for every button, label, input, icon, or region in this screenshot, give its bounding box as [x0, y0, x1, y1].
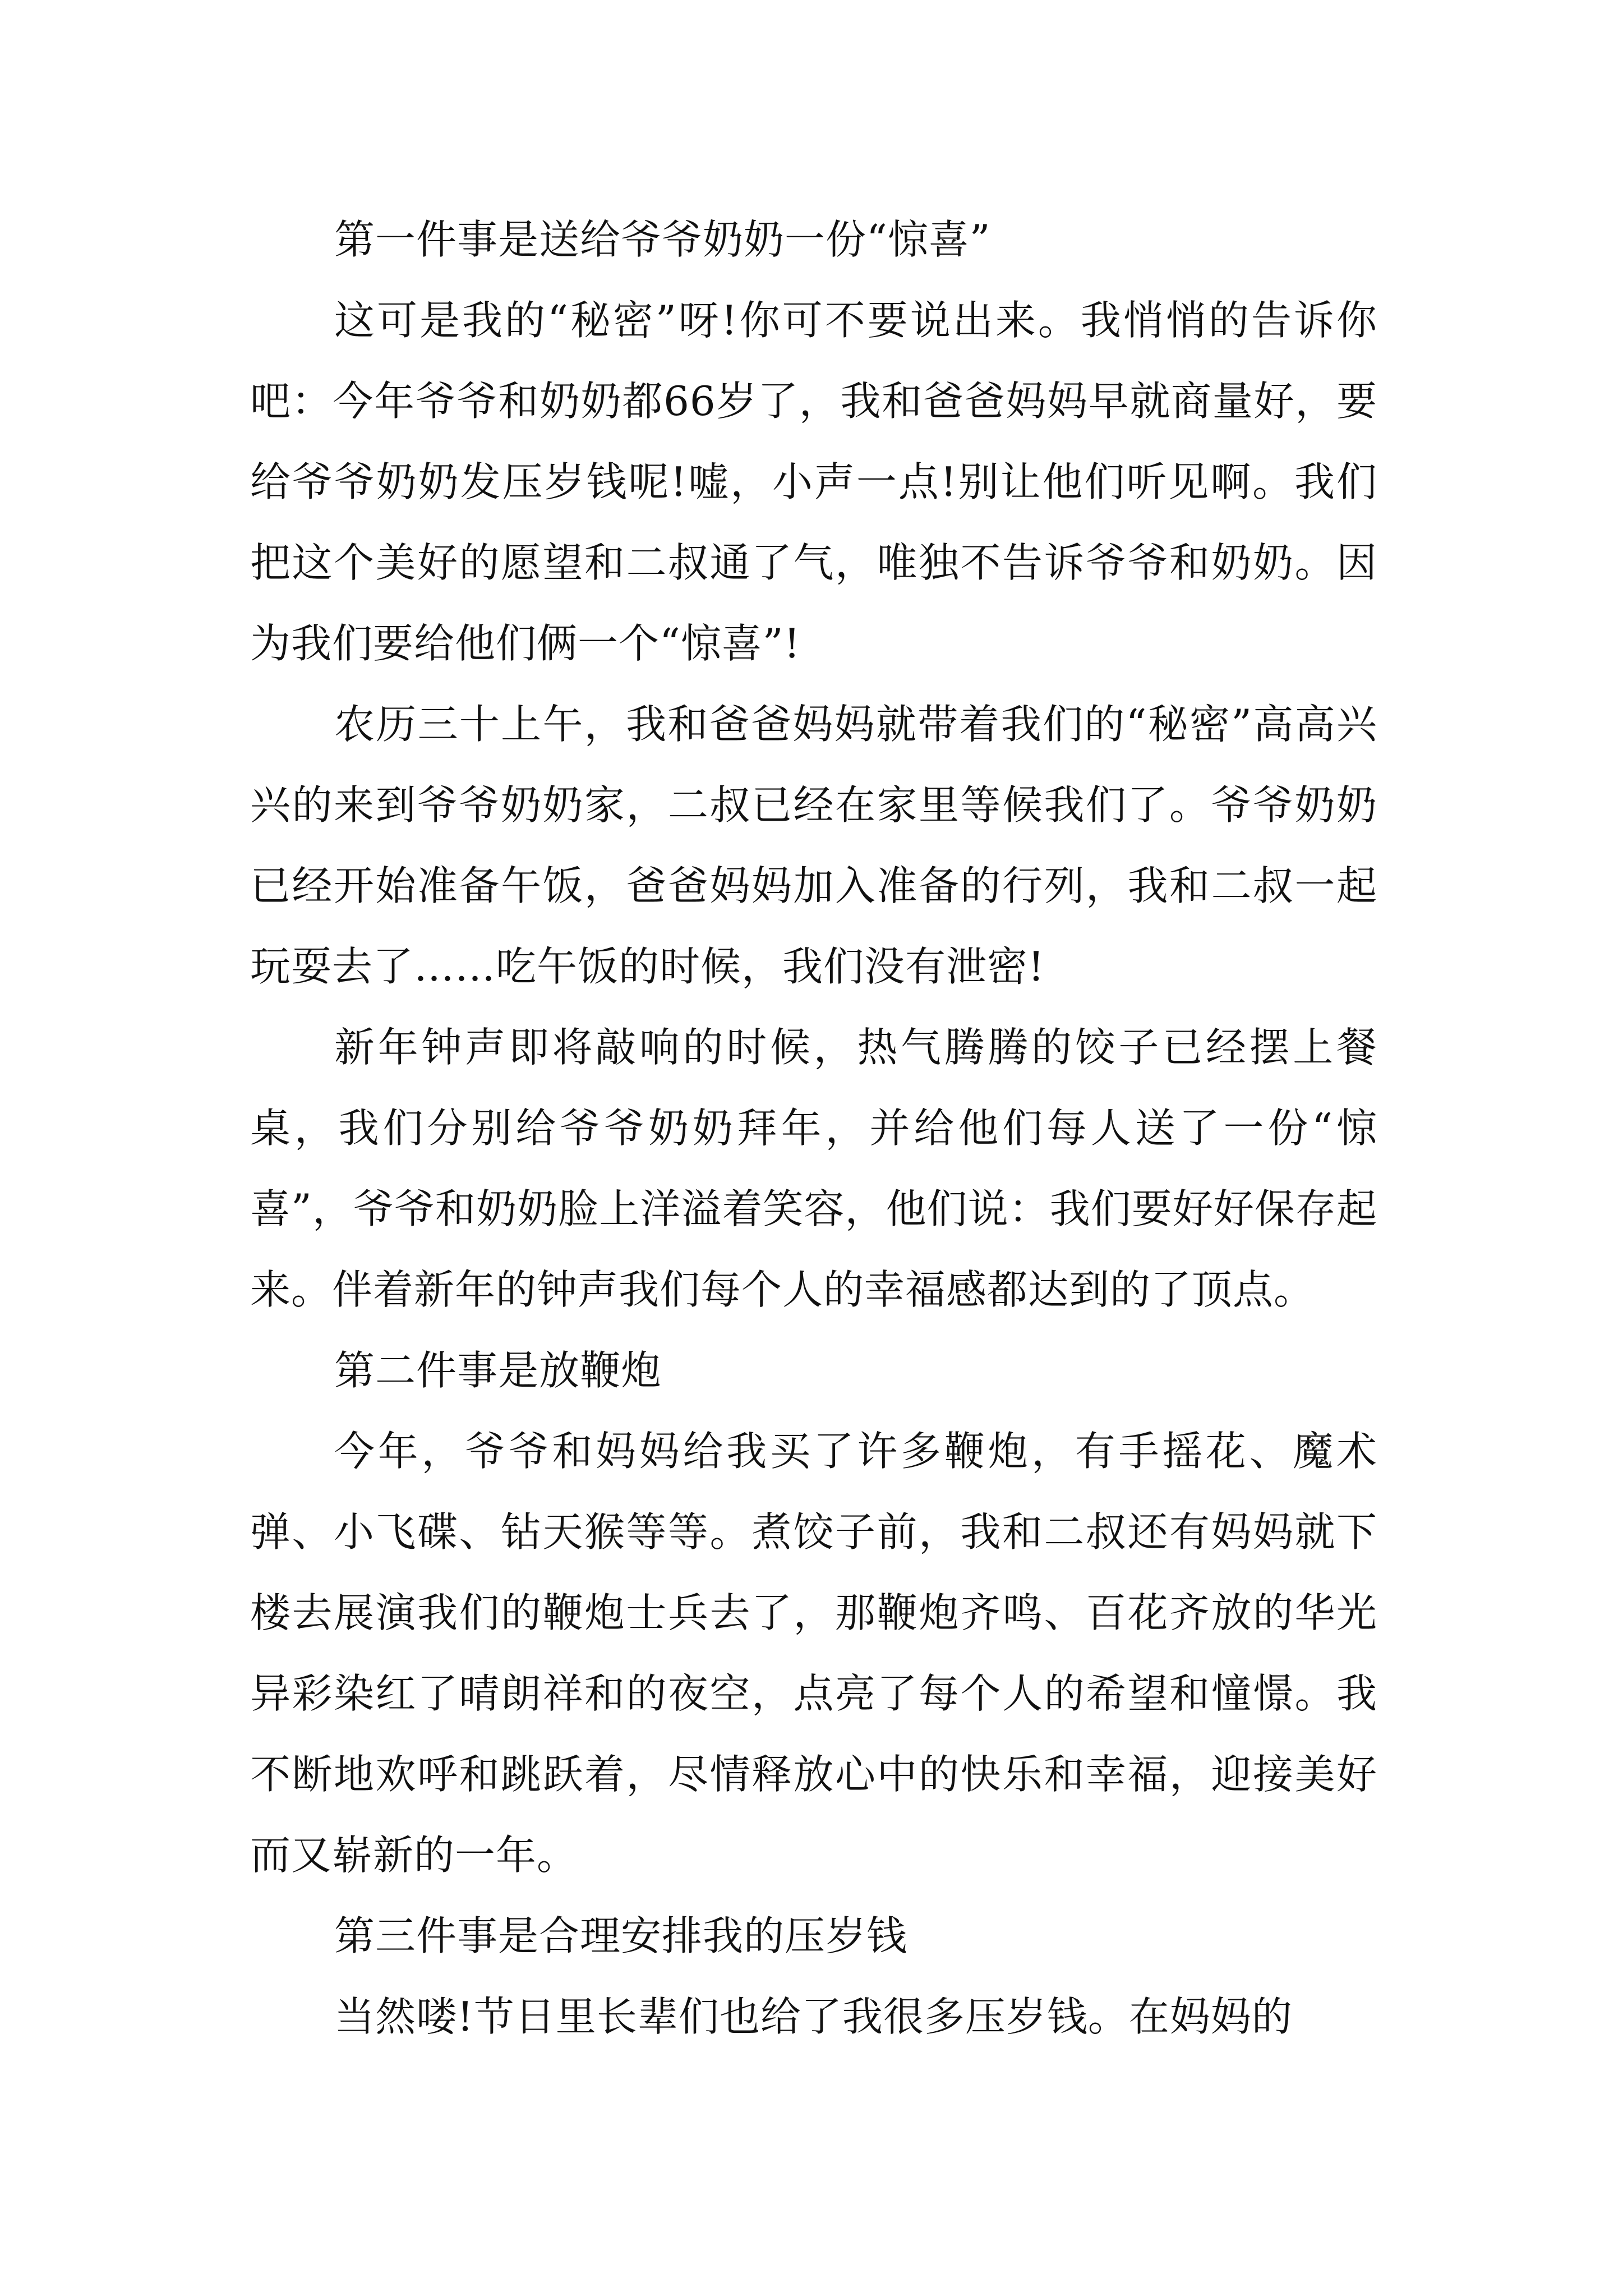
- paragraph-new-year-eve-morning: 农历三十上午，我和爸爸妈妈就带着我们的“秘密”高高兴兴的来到爷爷奶奶家，二叔已经在家里等候我们了。爷爷奶奶已经开始准备午饭，爸爸妈妈加入准备的行列，我和二叔一起玩耍去了……吃午饭的时候，我们没有泄密!: [250, 701, 1377, 990]
- section-heading-1: 第一件事是送给爷爷奶奶一份“惊喜”: [334, 216, 991, 263]
- paragraph-new-year-bell: 新年钟声即将敲响的时候，热气腾腾的饺子已经摆上餐桌，我们分别给爷爷奶奶拜年，并给他们每人送了一份“惊喜”，爷爷和奶奶脸上洋溢着笑容，他们说：我们要好好保存起来。伴着新年的钟声我们每个人的幸福感都达到的了顶点。: [250, 1024, 1377, 1313]
- paragraph-secret: 这可是我的“秘密”呀!你可不要说出来。我悄悄的告诉你吧：今年爷爷和奶奶都66岁了，我和爸爸妈妈早就商量好，要给爷爷奶奶发压岁钱呢!嘘，小声一点!别让他们听见啊。我们把这个美好的愿望和二叔通了气，唯独不告诉爷爷和奶奶。因为我们要给他们俩一个“惊喜”!: [250, 297, 1377, 667]
- paragraph-firecrackers: 今年，爷爷和妈妈给我买了许多鞭炮，有手摇花、魔术弹、小飞碟、钻天猴等等。煮饺子前，我和二叔还有妈妈就下楼去展演我们的鞭炮士兵去了，那鞭炮齐鸣、百花齐放的华光异彩染红了晴朗祥和的夜空，点亮了每个人的希望和憧憬。我不断地欢呼和跳跃着，尽情释放心中的快乐和幸福，迎接美好而又崭新的一年。: [250, 1428, 1377, 1879]
- paragraph-lucky-money: 当然喽!节日里长辈们也给了我很多压岁钱。在妈妈的: [334, 1993, 1293, 2040]
- document-body: [250, 199, 1377, 2057]
- section-heading-2: 第二件事是放鞭炮: [334, 1347, 662, 1394]
- section-heading-3: 第三件事是合理安排我的压岁钱: [334, 1912, 908, 1959]
